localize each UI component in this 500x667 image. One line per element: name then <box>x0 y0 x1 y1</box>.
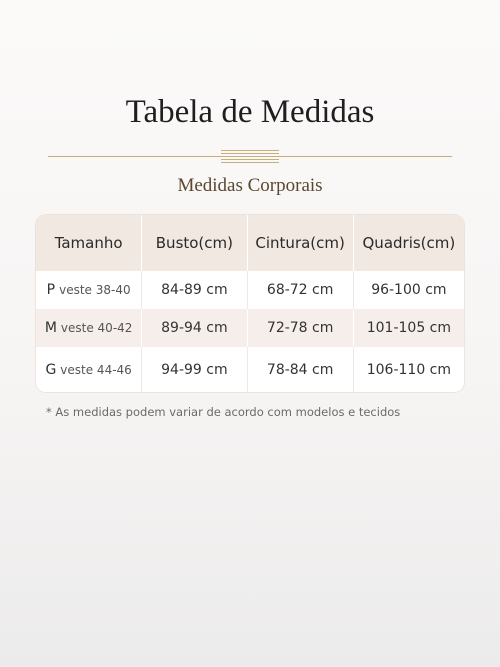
header-quadris: Quadris(cm) <box>362 234 456 252</box>
header-cintura: Cintura(cm) <box>248 215 354 271</box>
size-letter: G <box>45 361 57 378</box>
section-subtitle: Medidas Corporais <box>177 175 323 196</box>
divider-line <box>48 156 452 157</box>
table-row <box>36 271 464 309</box>
divider-ornament-line <box>221 162 279 163</box>
divider-ornament-line <box>221 150 279 151</box>
cintura-cell: 78-84 cm <box>248 347 354 392</box>
divider-ornament-line <box>221 153 279 154</box>
size-cell <box>36 347 142 392</box>
cintura-cell: 68-72 cm <box>248 271 354 309</box>
size-note: veste 38-40 <box>59 283 131 297</box>
size-cell <box>36 309 142 347</box>
header-tamanho: Tamanho <box>36 215 142 271</box>
divider-ornament-line <box>221 159 279 160</box>
table-row <box>36 347 464 392</box>
busto-cell: 84-89 cm <box>142 271 247 309</box>
size-letter: M <box>44 320 57 336</box>
size-note: veste 40-42 <box>60 321 133 335</box>
table-row <box>36 309 464 347</box>
ornamental-divider <box>48 147 452 165</box>
quadris-cell: 106-110 cm <box>366 361 452 378</box>
size-table <box>36 215 464 392</box>
quadris-cell: 96-100 cm <box>371 282 447 298</box>
header-busto: Busto(cm) <box>142 215 247 271</box>
busto-cell: 94-99 cm <box>142 347 247 392</box>
page-title: Tabela de Medidas <box>125 94 375 130</box>
table-header-row <box>36 215 464 271</box>
quadris-cell: 101-105 cm <box>366 320 452 336</box>
size-cell <box>36 271 142 309</box>
size-note: veste 44-46 <box>60 362 132 377</box>
busto-cell: 89-94 cm <box>142 309 247 347</box>
footnote: * As medidas podem variar de acordo com modelos e tecidos <box>46 405 401 419</box>
size-letter: P <box>46 282 56 298</box>
cintura-cell: 72-78 cm <box>248 309 354 347</box>
